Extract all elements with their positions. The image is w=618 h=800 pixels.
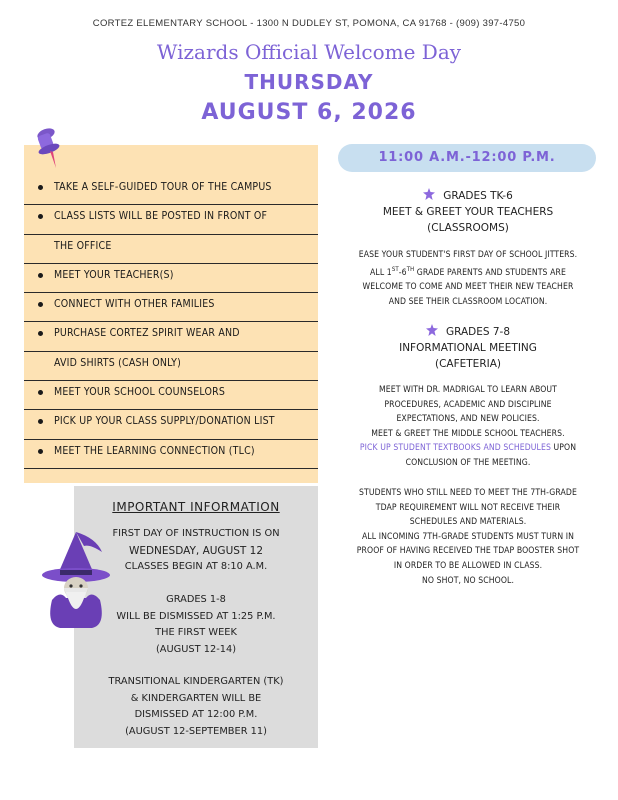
list-item-continuation: THE OFFICE [24, 235, 318, 264]
list-item: MEET YOUR TEACHER(S) [24, 264, 318, 293]
list-item: PICK UP YOUR CLASS SUPPLY/DONATION LIST [24, 410, 318, 439]
grades-label [340, 188, 596, 204]
info-line: DISMISSED AT 12:00 P.M. [134, 709, 258, 720]
body-text: GRADE PARENTS AND STUDENTS ARE [414, 267, 566, 278]
body-text: -6 [398, 267, 407, 278]
info-line: TRANSITIONAL KINDERGARTEN (TK) [108, 676, 284, 687]
list-item-continuation: AVID SHIRTS (CASH ONLY) [24, 352, 318, 381]
pushpin-icon [26, 124, 66, 172]
event-location: (CAFETERIA) [434, 358, 501, 370]
body-line: PROCEDURES, ACADEMIC AND DISCIPLINE [384, 399, 552, 410]
section-tk6-header [340, 188, 596, 236]
body-text: ALL 1 [370, 267, 392, 278]
textbooks-link-text: PICK UP STUDENT TEXTBOOKS AND SCHEDULES [359, 443, 551, 454]
body-line: AND SEE THEIR CLASSROOM LOCATION. [388, 296, 548, 307]
tdap-notice [340, 486, 596, 588]
section-78-header [340, 324, 596, 372]
body-line: MEET WITH DR. MADRIGAL TO LEARN ABOUT [378, 385, 557, 395]
list-item: TAKE A SELF-GUIDED TOUR OF THE CAMPUS [24, 176, 318, 205]
star-icon [426, 324, 438, 336]
checklist [24, 176, 318, 469]
list-item: MEET THE LEARNING CONNECTION (TLC) [24, 440, 318, 469]
info-line: (AUGUST 12-SEPTEMBER 11) [125, 725, 267, 737]
dismissal-info-tk [74, 674, 318, 740]
body-line: MEET & GREET THE MIDDLE SCHOOL TEACHERS. [371, 428, 565, 439]
star-icon [423, 188, 435, 200]
event-location: (CLASSROOMS) [427, 222, 509, 234]
info-line: WILL BE DISMISSED AT 1:25 P.M. [116, 610, 276, 622]
grades-text: GRADES TK-6 [443, 190, 513, 202]
info-line: (AUGUST 12-14) [155, 643, 237, 655]
info-line: CLASSES BEGIN AT 8:10 A.M. [124, 561, 268, 572]
body-line: IN ORDER TO BE ALLOWED IN CLASS. [393, 560, 543, 571]
list-item: PURCHASE CORTEZ SPIRIT WEAR AND [24, 322, 318, 351]
section-78-body [340, 383, 596, 471]
body-line [340, 441, 596, 456]
school-address-line: CORTEZ ELEMENTARY SCHOOL - 1300 N DUDLEY ST, POMONA, CA 91768 - (909) 397-4750 [92, 18, 526, 29]
list-item: CLASS LISTS WILL BE POSTED IN FRONT OF [24, 205, 318, 234]
important-info-title: IMPORTANT INFORMATION [112, 500, 280, 514]
section-tk6-body [340, 248, 596, 309]
time-pill: 11:00 A.M.-12:00 P.M. [338, 144, 596, 172]
body-line: CONCLUSION OF THE MEETING. [405, 457, 531, 468]
list-item: CONNECT WITH OTHER FAMILIES [24, 293, 318, 322]
info-line: WEDNESDAY, AUGUST 12 [128, 544, 264, 557]
info-line: THE FIRST WEEK [155, 627, 237, 638]
body-text: UPON [550, 443, 577, 454]
body-line: WELCOME TO COME AND MEET THEIR NEW TEACHER [362, 282, 574, 293]
event-date: AUGUST 6, 2026 [201, 100, 417, 125]
body-line: EASE YOUR STUDENT'S FIRST DAY OF SCHOOL JITTERS. [358, 250, 578, 260]
event-name: INFORMATIONAL MEETING [399, 342, 537, 354]
superscript: ST [391, 265, 399, 273]
body-line: PROOF OF HAVING RECEIVED THE TDAP BOOSTER SHOT [356, 546, 580, 557]
list-item: MEET YOUR SCHOOL COUNSELORS [24, 381, 318, 410]
body-line: EXPECTATIONS, AND NEW POLICIES. [396, 414, 540, 425]
body-line: SCHEDULES AND MATERIALS. [409, 517, 527, 528]
wizard-illustration [36, 530, 116, 630]
page-title: Wizards Official Welcome Day [156, 40, 462, 64]
body-line: ALL INCOMING 7TH-GRADE STUDENTS MUST TURN IN [361, 531, 575, 542]
superscript: TH [406, 265, 415, 273]
event-name: MEET & GREET YOUR TEACHERS [382, 206, 554, 218]
body-line: NO SHOT, NO SCHOOL. [421, 575, 515, 586]
info-line: & KINDERGARTEN WILL BE [130, 692, 262, 704]
info-line: FIRST DAY OF INSTRUCTION IS ON [112, 528, 280, 539]
body-line: STUDENTS WHO STILL NEED TO MEET THE 7TH-GRADE [359, 488, 577, 498]
body-line [340, 263, 596, 280]
body-line: TDAP REQUIREMENT WILL NOT RECEIVE THEIR [375, 502, 561, 513]
grades-label [340, 324, 596, 340]
event-day: THURSDAY [244, 70, 374, 94]
grades-text: GRADES 7-8 [445, 326, 511, 338]
info-line: GRADES 1-8 [166, 594, 226, 605]
